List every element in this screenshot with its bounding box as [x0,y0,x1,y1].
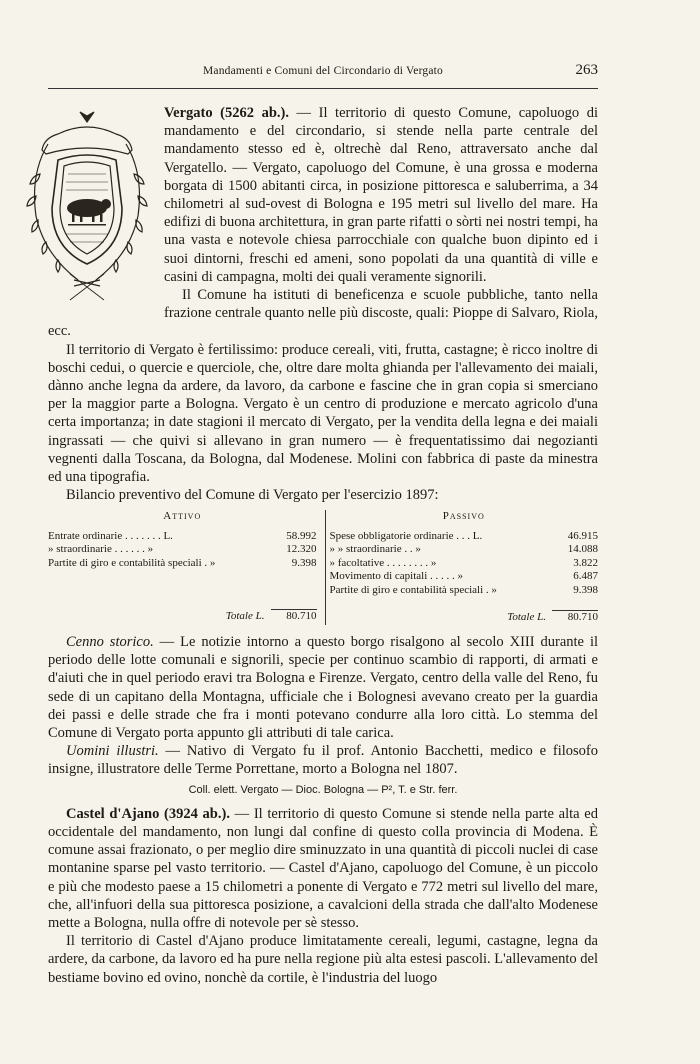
cenno-storico-paragraph [48,633,598,742]
cenno-text: — Le notizie intorno a questo borgo risalgono al secolo XIII durante il periodo delle lotte comunali e signorili, specie per continuo scambio di rapporti, di armati e d'aiuti che in quel periodo eravi tra Bologna e Firenze. Vergato, centro della valle del Reno, fu sede di un capitano della Montagna, ufficiale che i Bolognesi avevano creato per la guardia dei passi e delle strade che fra i monti potevano condurre alla loro città. Lo stemma del Comune di Vergato porta appunto gli attributi di tale carica. [48,633,598,741]
table-row [48,530,317,544]
uomini-illustri-paragraph [48,742,598,778]
budget-table [48,510,598,625]
table-row [330,584,599,598]
vergato-territory-paragraph: Il territorio di Vergato è fertilissimo: produce cereali, viti, frutta, castagne; è ricco inoltre di boschi cedui, o quercie e querciole, che, oltre dare molta ghianda per l'allevamento dei maiali, dànno anche legna da ardere, da lavoro, da carbone e fascine che in gran copia si smerciano per la maggior parte a Bologna. Vergato è un centro di produzione e mercato agricolo d'una certa importanza; in date stagioni il mercato di Vergato, per la vendita della legna e dei maiali ingrassati — che quivi si allevano in gran numero — è frequentatissimo dai negozianti vegnenti dalla Toscana, da Bologna, dal Modenese. Molini con fabbrica di paste da minestra ed una tipografia. [48,341,598,486]
table-row [330,557,599,571]
coat-of-arms-svg [18,104,156,318]
row-label: » facoltative . . . . . . . . » [329,556,437,569]
page-number: 263 [575,62,598,78]
vergato-population: (5262 ab.). [220,105,289,121]
castel-intro-paragraph [48,805,598,932]
castel-population: (3924 ab.). [164,805,230,822]
row-amount: 9.398 [291,556,317,569]
vergato-institutions-paragraph: Il Comune ha istituti di beneficenza e scuole pubbliche, tanto nella frazione centrale quanto nelle più discoste, quali: Pioppe di Salvaro, Riola, ecc. [48,287,598,340]
castel-intro-text: — Il territorio di questo Comune si stende nella parte alta ed occidentale del mandamento, non lungi dal confine di questo colla provincia di Modena. È comune assai frazionato, o per meglio dire sminuzzato in una quantità di piccoli nuclei di case montanine sparse pel vasto territorio. — Castel d'Ajano, capoluogo del Comune, è un piccolo e più che modesto paese a 15 chilometri a ponente di Vergato e 772 metri sul livello del mare, che, all'infuori della sua pittoresca posizione, a cavalcioni della strada che dall'alto Modenese mette a Bologna, nulla offre di notevole per sè stesso. [48,805,598,932]
budget-passivo-column [325,510,599,625]
row-label: » » straordinarie . . » [329,543,421,556]
row-amount: 12.320 [286,543,317,556]
total-amount: 80.710 [552,610,598,625]
vergato-intro-text: — Il territorio di questo Comune, capoluogo di mandamento e del circondario, si stende nella parte centrale del mandamento stesso ed è, oltrechè dal Reno, attraversato anche dal Vergatello. — Vergato, capoluogo del Comune, è una grossa e moderna borgata di 1500 abitanti circa, in posizione pittoresca e saluberrima, a 34 chilometri al sud-ovest di Bologna e 195 metri sul livello del mare. Ha edifizi di buona architettura, in gran parte rifatti o sòrti nei nostri tempi, ha una vasta e notevole chiesa parrocchiale con qualche buon dipinto ed i suoi dintorni, freschi ed ameni, sono popolati da una quantità di ville e casini di campagna, molti dei quali veramente signorili. [164,105,598,285]
row-amount: 3.822 [573,556,598,569]
attivo-total-row [48,609,317,624]
row-amount: 6.487 [573,570,598,583]
row-label: Spese obbligatorie ordinarie . . . L. [329,529,483,542]
vergato-budget-intro: Bilancio preventivo del Comune di Vergato per l'esercizio 1897: [66,487,439,504]
budget-attivo-column [48,510,325,625]
table-row [330,570,599,584]
total-label: Totale L. [225,610,265,623]
row-label: Movimento di capitali . . . . . » [329,570,464,583]
passivo-total-row [330,610,599,625]
header-title: Mandamenti e Comuni del Circondario di Vergato [202,65,443,77]
row-amount: 46.915 [567,529,598,542]
electoral-college-line: Coll. elett. Vergato — Dioc. Bologna — P², T. e Str. ferr. [188,783,458,796]
table-row [48,543,317,557]
passivo-heading: Passivo [442,510,485,523]
total-label: Totale L. [507,611,546,624]
row-amount: 9.398 [573,583,598,596]
uomini-label: Uomini illustri. [66,743,159,760]
table-row [330,543,599,557]
table-row [330,530,599,544]
cenno-label: Cenno storico. [66,633,154,650]
attivo-heading: Attivo [163,510,202,523]
row-amount: 58.992 [286,529,317,542]
page-body [48,104,598,987]
running-header [48,62,598,82]
castel-territory-paragraph: Il territorio di Castel d'Ajano produce limitatamente cereali, legumi, castagne, legna da ardere, da carbone, da lavoro ed ha pure nella regione più alta estesi pascoli. L'allevamento del bestiame bovino ed ovino, nonchè da cortile, è l'industria del luogo [48,933,598,986]
castel-name: Castel d'Ajano [66,805,160,822]
header-rule [48,88,598,89]
row-label: Entrate ordinarie . . . . . . . L. [48,529,173,542]
vergato-coat-of-arms-emblem [18,104,156,318]
row-label: » straordinarie . . . . . . » [48,543,154,556]
row-amount: 14.088 [567,543,598,556]
uomini-text: — Nativo di Vergato fu il prof. Antonio Bacchetti, medico e filosofo insigne, illustratore delle Terme Porrettane, morto a Bologna nel 1807. [48,743,598,778]
total-amount: 80.710 [271,609,317,624]
vergato-name: Vergato [164,105,213,121]
row-label: Partite di giro e contabilità speciali . » [48,556,216,569]
table-row [48,557,317,571]
row-label: Partite di giro e contabilità speciali . » [329,583,497,596]
vergato-intro-paragraph [48,104,598,286]
